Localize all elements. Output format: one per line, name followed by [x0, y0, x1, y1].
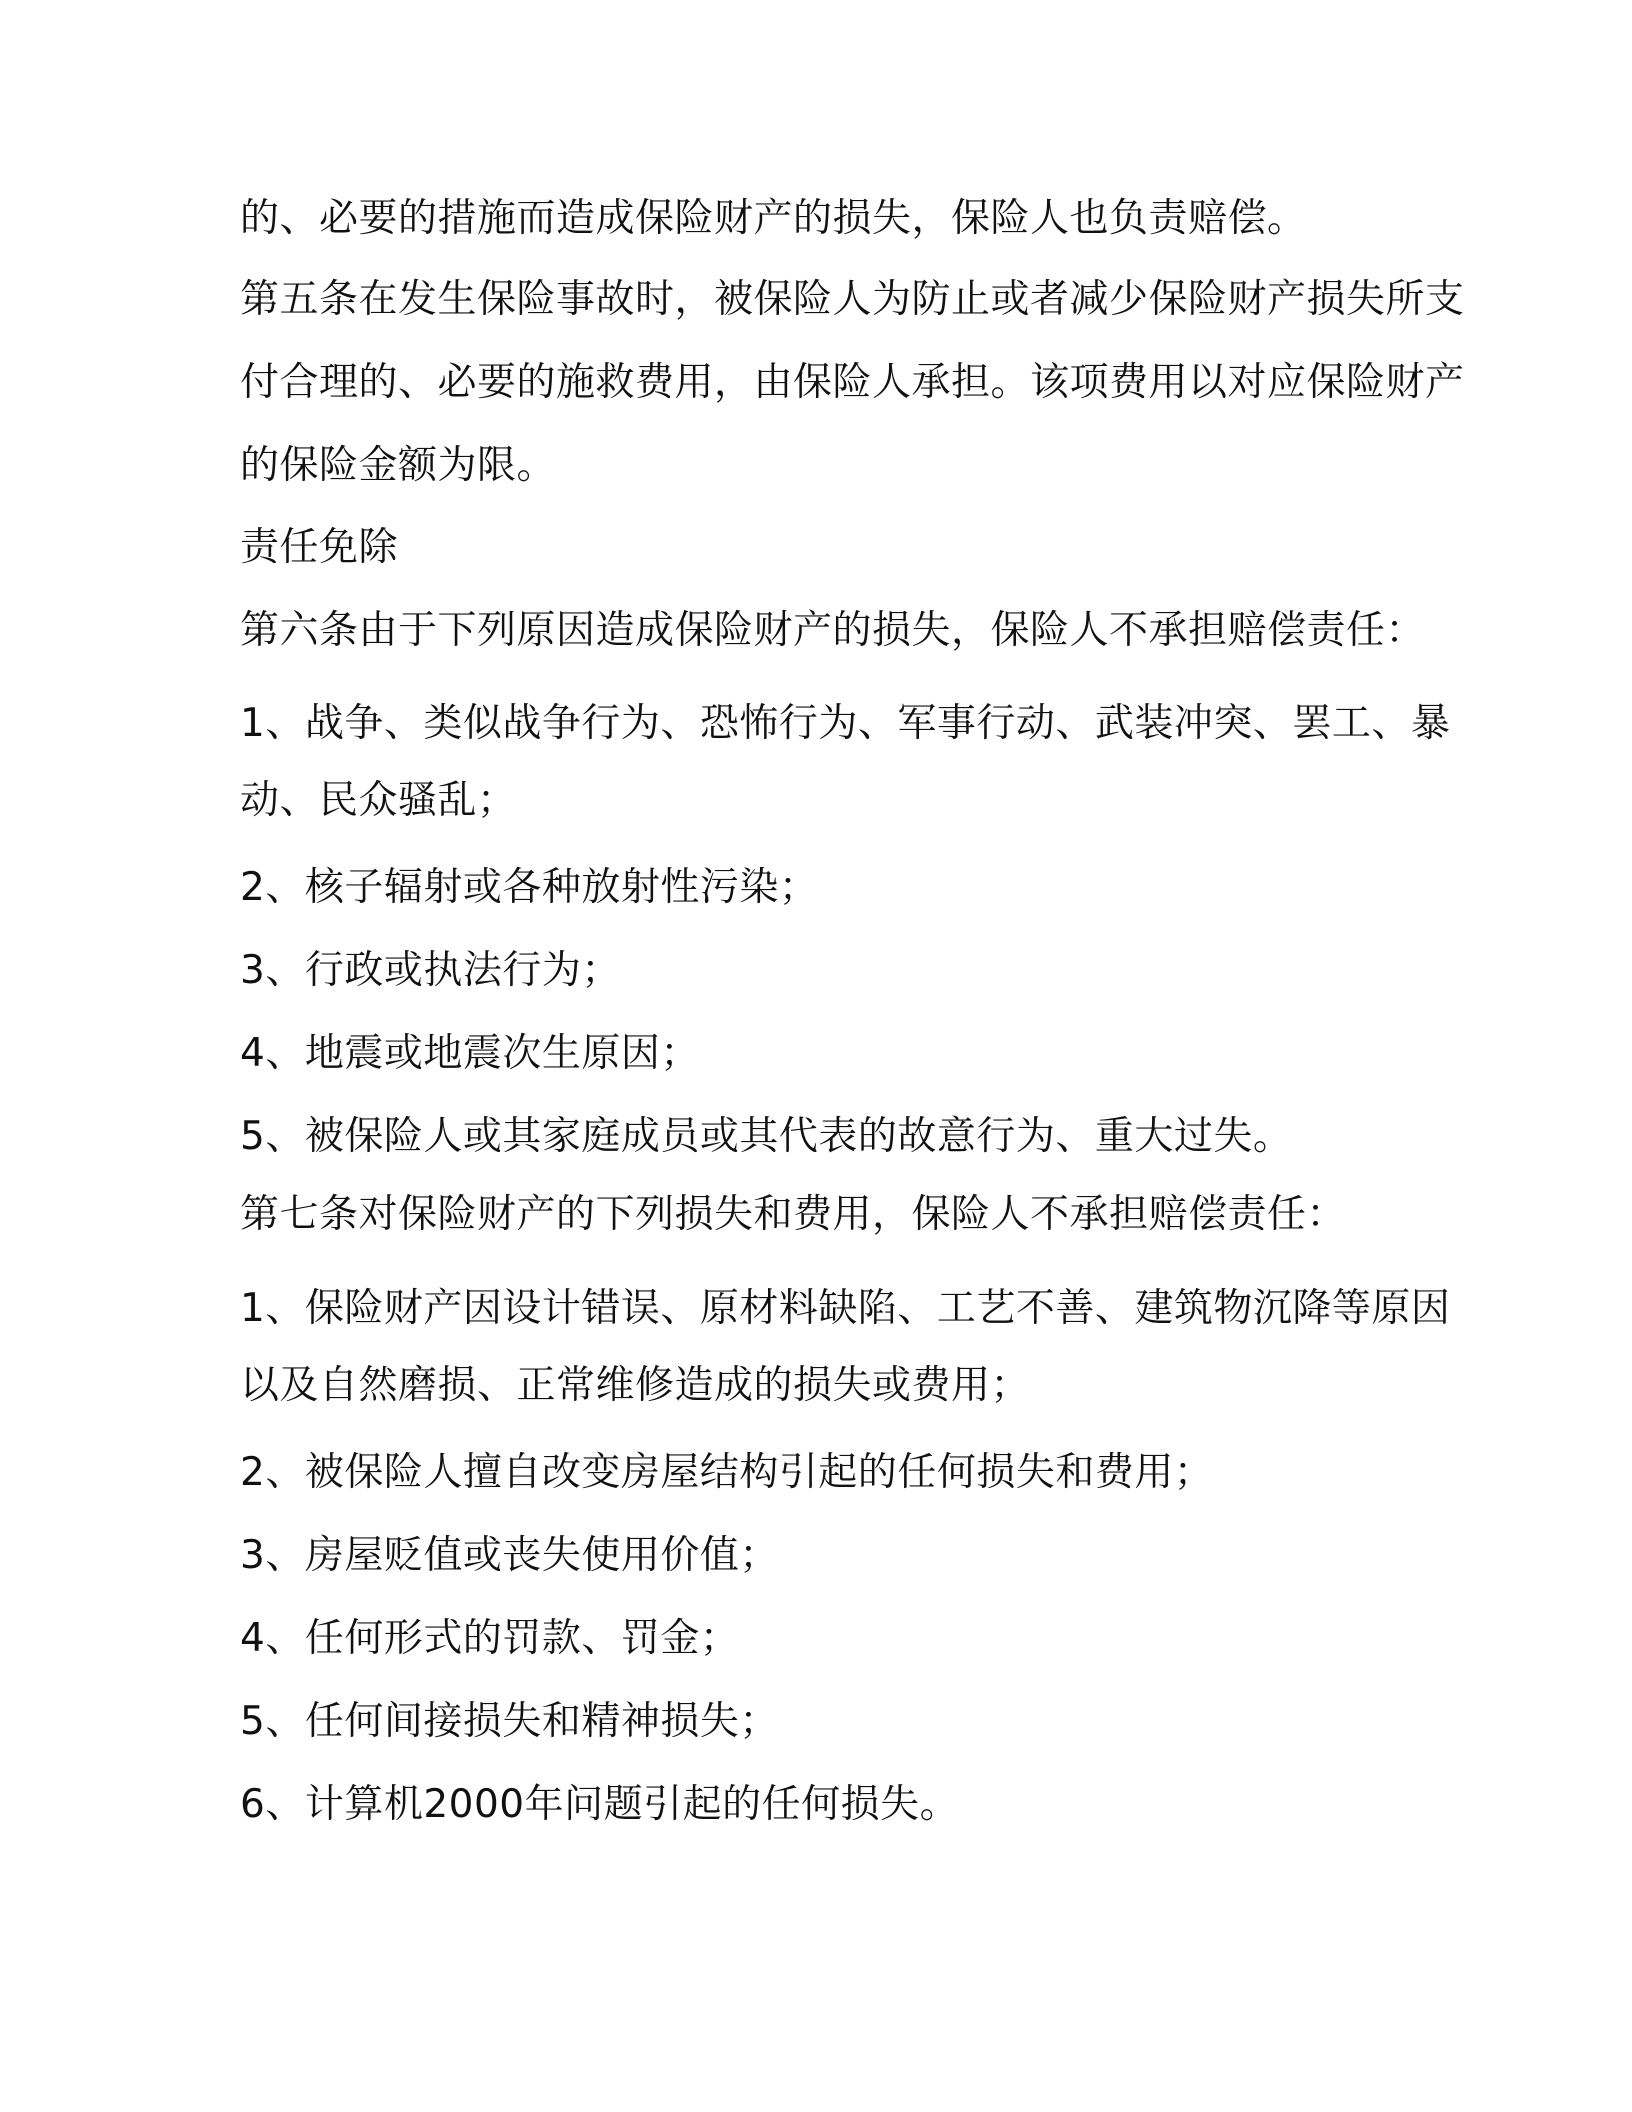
article-6-item-4: 4、地震或地震次生原因；	[240, 1031, 700, 1076]
article-7-item-3: 3、房屋贬值或丧失使用价值；	[240, 1533, 779, 1578]
article-6-item-1-line-1: 1、战争、类似战争行为、恐怖行为、军事行动、武装冲突、罢工、暴	[240, 701, 1451, 746]
section-heading-exclusions: 责任免除	[240, 525, 399, 570]
article-6-intro: 第六条由于下列原因造成保险财产的损失，保险人不承担赔偿责任：	[240, 608, 1426, 653]
article-7-item-2: 2、被保险人擅自改变房屋结构引起的任何损失和费用；	[240, 1450, 1214, 1495]
article-5-line-1: 第五条在发生保险事故时，被保险人为防止或者减少保险财产损失所支	[240, 277, 1465, 322]
article-7-intro: 第七条对保险财产的下列损失和费用，保险人不承担赔偿责任：	[240, 1192, 1347, 1237]
article-7-item-6: 6、计算机2000年问题引起的任何损失。	[240, 1782, 960, 1827]
article-7-item-4: 4、任何形式的罚款、罚金；	[240, 1616, 740, 1661]
article-7-item-1-line-2: 以及自然磨损、正常维修造成的损失或费用；	[240, 1363, 1031, 1408]
article-7-item-5: 5、任何间接损失和精神损失；	[240, 1699, 779, 1744]
article-5-line-3: 的保险金额为限。	[240, 443, 557, 488]
text-line-continuation: 的、必要的措施而造成保险财产的损失，保险人也负责赔偿。	[240, 196, 1307, 241]
article-6-item-5: 5、被保险人或其家庭成员或其代表的故意行为、重大过失。	[240, 1114, 1293, 1159]
article-6-item-3: 3、行政或执法行为；	[240, 948, 621, 993]
article-5-line-2: 付合理的、必要的施救费用，由保险人承担。该项费用以对应保险财产	[240, 360, 1465, 405]
article-6-item-2: 2、核子辐射或各种放射性污染；	[240, 865, 819, 910]
article-7-item-1-line-1: 1、保险财产因设计错误、原材料缺陷、工艺不善、建筑物沉降等原因	[240, 1286, 1451, 1331]
article-6-item-1-line-2: 动、民众骚乱；	[240, 778, 517, 823]
